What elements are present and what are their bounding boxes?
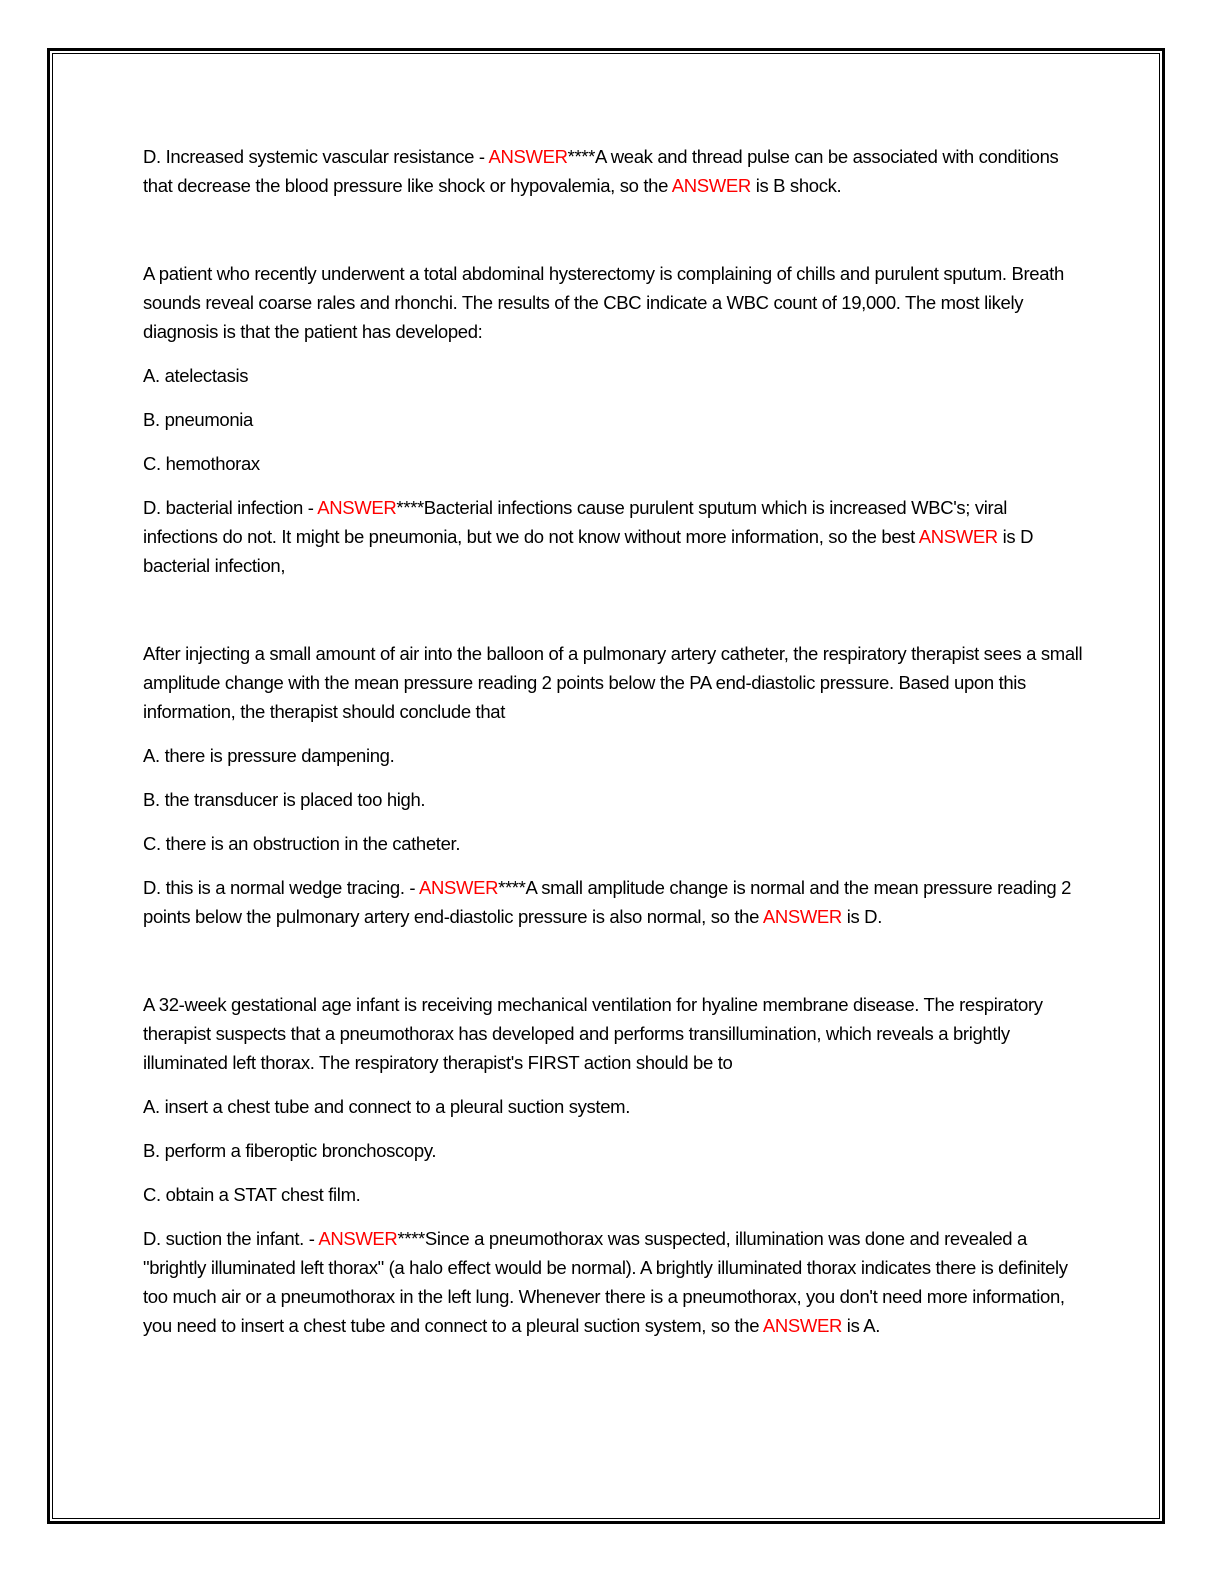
option-text: D. this is a normal wedge tracing. - [143, 877, 419, 898]
answer-option [143, 873, 1083, 931]
option-text: D. suction the infant. - [143, 1228, 319, 1249]
explanation-text-end: is B shock. [750, 175, 842, 196]
answer-option [143, 1224, 1083, 1340]
explanation-text: ****A weak and thread pulse can be associated with conditions that decrease the blood pressure like shock or hypovalemia, so the [143, 146, 1059, 196]
answer-keyword: ANSWER [318, 1228, 398, 1249]
question-block-0 [143, 142, 1083, 200]
option-text: D. Increased systemic vascular resistance - [143, 146, 489, 167]
explanation-text: ****Bacterial infections cause purulent sputum which is increased WBC's; viral infections do not. It might be pneumonia, but we do not know without more information, so the best [143, 497, 1008, 547]
explanation-text-end: is D. [841, 906, 882, 927]
answer-option [143, 493, 1083, 580]
spacer [143, 595, 1083, 639]
explanation-text: ****A small amplitude change is normal and the mean pressure reading 2 points below the pulmonary artery end-diastolic pressure is also normal, so the [143, 877, 1072, 927]
spacer [143, 215, 1083, 259]
answer-keyword: ANSWER [488, 146, 568, 167]
option-b: B. perform a fiberoptic bronchoscopy. [143, 1140, 437, 1161]
option-c: C. there is an obstruction in the catheter. [143, 833, 461, 854]
option-c: C. hemothorax [143, 453, 260, 474]
answer-keyword: ANSWER [762, 1315, 843, 1336]
question-block-1 [143, 259, 1083, 580]
question-block-3 [143, 990, 1083, 1340]
question-text: A patient who recently underwent a total abdominal hysterectomy is complaining of chills and purulent sputum. Breath sounds reveal coarse rales and rhonchi. The results of the CBC indicate a WBC count of 19,000. The most likely diagnosis is that the patient has developed: [143, 263, 1064, 342]
question-text: After injecting a small amount of air into the balloon of a pulmonary artery catheter, the respiratory therapist sees a small amplitude change with the mean pressure reading 2 points below the PA end-diastolic pressure. Based upon this information, the therapist should conclude that [143, 643, 1083, 722]
option-c: C. obtain a STAT chest film. [143, 1184, 361, 1205]
question-block-2 [143, 639, 1083, 931]
option-b: B. pneumonia [143, 409, 253, 430]
option-a: A. atelectasis [143, 365, 249, 386]
explanation-text-end: is A. [842, 1315, 881, 1336]
answer-option [143, 142, 1083, 200]
question-text: A 32-week gestational age infant is receiving mechanical ventilation for hyaline membrane disease. The respiratory therapist suspects that a pneumothorax has developed and performs transillumination, which reveals a brightly illuminated left thorax. The respiratory therapist's FIRST action should be to [143, 994, 1043, 1073]
spacer [143, 946, 1083, 990]
answer-keyword: ANSWER [418, 877, 499, 898]
explanation-text: ****Since a pneumothorax was suspected, illumination was done and revealed a "brightly illuminated left thorax" (a halo effect would be normal). A brightly illuminated thorax indicates there is definitely too much air or a pneumothorax in the left lung. Whenever there is a pneumothorax, you don't need more information, you need to insert a chest tube and connect to a pleural suction system, so the [143, 1228, 1068, 1336]
explanation-text-end: is D bacterial infection, [143, 526, 1034, 576]
option-text: D. bacterial infection - [143, 497, 318, 518]
answer-keyword: ANSWER [762, 906, 842, 927]
answer-keyword: ANSWER [671, 175, 751, 196]
option-b: B. the transducer is placed too high. [143, 789, 426, 810]
option-a: A. there is pressure dampening. [143, 745, 395, 766]
answer-keyword: ANSWER [317, 497, 397, 518]
answer-keyword: ANSWER [918, 526, 998, 547]
document-content [143, 142, 1083, 1355]
option-a: A. insert a chest tube and connect to a pleural suction system. [143, 1096, 630, 1117]
